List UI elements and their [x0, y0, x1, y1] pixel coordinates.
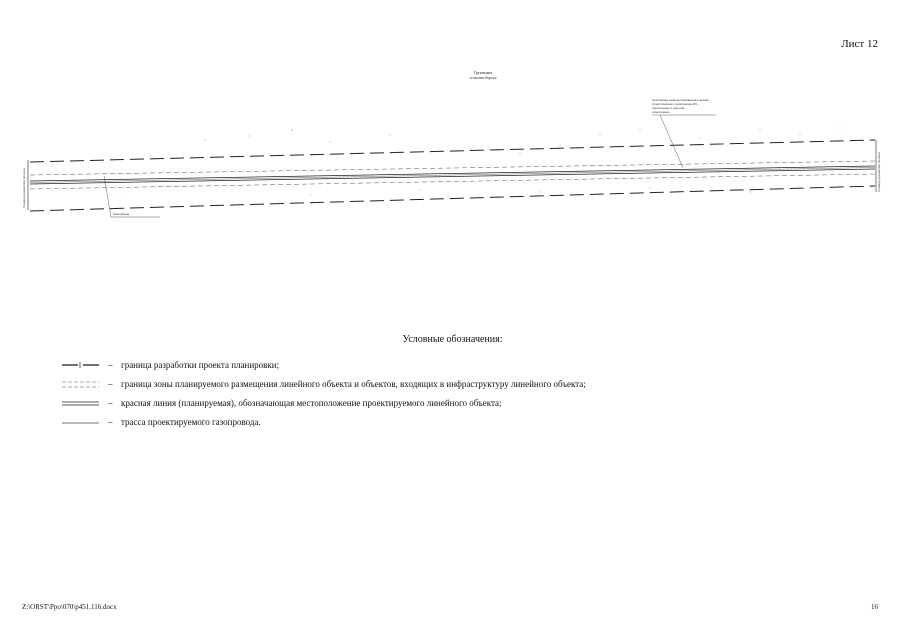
page-number: 16	[871, 603, 878, 611]
survey-marks	[120, 128, 841, 201]
right-border-label: Граница разработки проекта	[877, 152, 881, 192]
sheet-label: Лист 12	[841, 38, 878, 50]
project-boundary-top	[30, 140, 875, 162]
zone-boundary-symbol	[62, 379, 102, 391]
drawing-title-line-2: сельская дорога	[469, 75, 497, 80]
project-boundary-bottom	[30, 186, 875, 211]
callout-right	[652, 98, 716, 168]
red-line-symbol	[62, 398, 102, 410]
svg-text:Газопровод ...: Газопровод ...	[113, 212, 133, 216]
callout-left	[104, 176, 160, 223]
footer-file-path: Z:\ORST\Ppo\070\p451.116.docx	[22, 603, 117, 611]
legend-text: красная линия (планируемая), обозначающая местоположение проектируемого линейного объекта;	[121, 398, 502, 408]
svg-text:...: ...	[113, 219, 116, 223]
legend-dash: –	[108, 417, 113, 427]
red-line-top	[30, 166, 875, 181]
drawing-title-line-1: Грунтовая	[473, 70, 493, 75]
legend-dash: –	[108, 398, 113, 408]
legend-dash: –	[108, 360, 113, 370]
svg-text:пересечение с дорогой ...: пересечение с дорогой ...	[652, 106, 688, 110]
left-border-label: Граница разработки проекта	[22, 168, 26, 208]
legend-dash: –	[108, 379, 113, 389]
legend-text: граница разработки проекта планировки;	[121, 360, 280, 370]
legend-title: Условные обозначения:	[402, 334, 503, 345]
gas-route-symbol	[62, 417, 102, 429]
planning-drawing	[0, 60, 905, 240]
legend-text: трасса проектируемого газопровода.	[121, 417, 261, 427]
svg-text:Газопровод запроектированный к: Газопровод запроектированный к врезке	[652, 98, 709, 102]
svg-text:ответвление ...: ответвление ...	[652, 110, 673, 114]
red-line-bottom	[30, 169, 875, 184]
gas-route-line	[30, 168, 875, 183]
legend-text: граница зоны планируемого размещения линейного объекта и объектов, входящих в инфраструктуру линейного объекта;	[121, 379, 586, 389]
svg-text:существующего газопровода Ø1 .: существующего газопровода Ø1 ...	[652, 102, 701, 106]
project-boundary-symbol	[62, 360, 102, 372]
